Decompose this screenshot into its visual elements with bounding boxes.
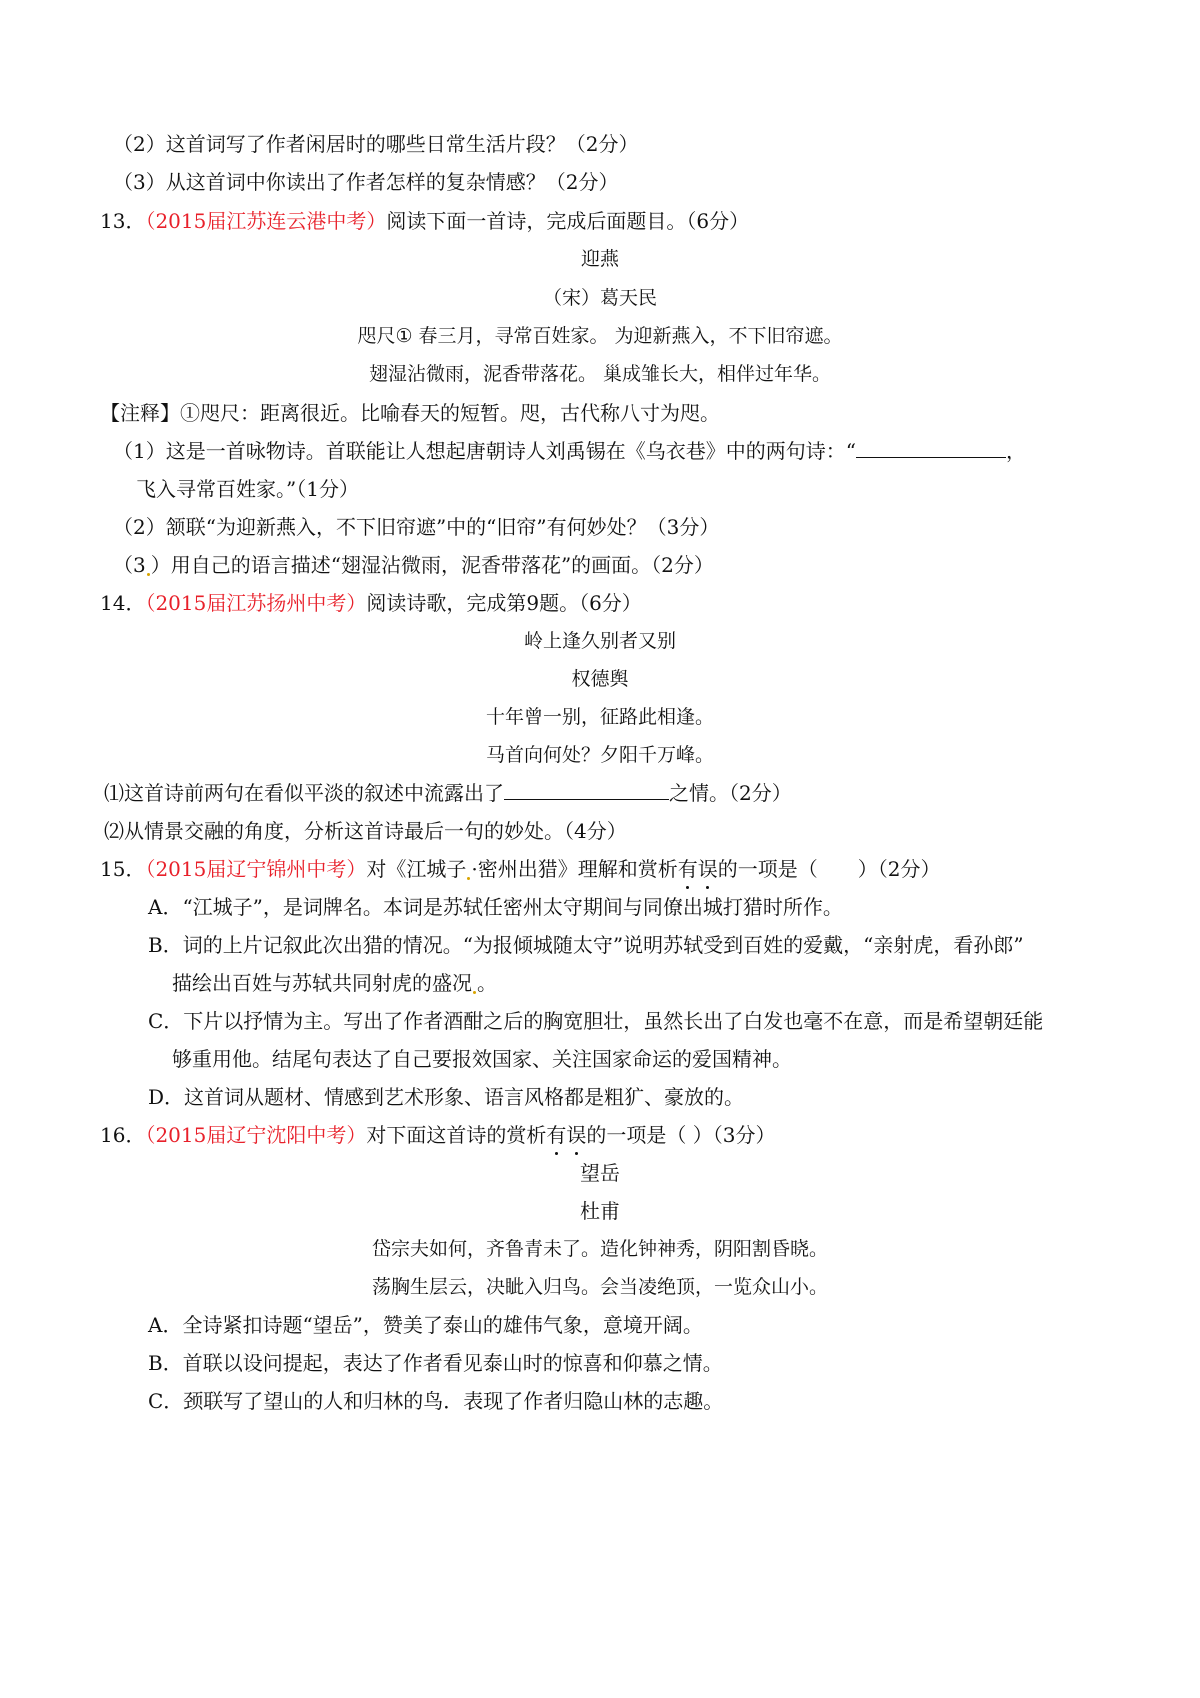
q15-option-b-text: 描绘出百姓与苏轼共同射虎的盛况 — [172, 971, 472, 995]
emphasis-char-wu: 误 — [697, 857, 718, 881]
q13-answer-blank[interactable] — [856, 437, 1006, 458]
q15-option-c: C．下片以抒情为主。写出了作者酒酣之后的胸宽胆壮，虽然长出了白发也毫不在意，而是希望朝廷能 — [148, 1009, 1044, 1033]
q13-subquestion-1-text: （1）这是一首咏物诗。首联能让人想起唐朝诗人刘禹锡在《乌衣巷》中的两句诗：“ — [113, 439, 856, 463]
q16-poem-title: 望岳 — [580, 1161, 620, 1185]
q16-option-a: A．全诗紧扣诗题“望岳”，赞美了泰山的雄伟气象，意境开阔。 — [148, 1313, 703, 1337]
q16-poem-author: 杜甫 — [580, 1199, 620, 1223]
q16-number: 16． — [100, 1123, 146, 1147]
q13-subquestion-3 — [113, 551, 714, 579]
q14-subquestion-2: ⑵从情景交融的角度，分析这首诗最后一句的妙处。（4分） — [104, 819, 627, 843]
q16-prompt-part-2: 的一项是（ ）（3分） — [586, 1123, 776, 1147]
q15-option-a: A．“江城子”，是词牌名。本词是苏轼任密州太守期间与同僚出城打猎时所作。 — [148, 895, 843, 919]
q15-prompt-part-3: 的一项是（ ）（2分） — [717, 857, 941, 881]
q13-subquestion-1 — [113, 437, 1026, 465]
q14-prompt: 阅读诗歌，完成第9题。（6分） — [366, 591, 642, 615]
q15-prompt-part-1: 对《江城子 — [366, 857, 467, 881]
q14-subquestion-1-text: ⑴这首诗前两句在看似平淡的叙述中流露出了 — [104, 781, 504, 805]
q14-poem-title: 岭上逢久别者又别 — [523, 630, 676, 652]
q14-poem-author: 权德舆 — [571, 668, 629, 690]
emphasis-char-you: 有 — [546, 1123, 567, 1147]
q15-number: 15． — [100, 857, 146, 881]
emphasis-char-wu: 误 — [566, 1123, 587, 1147]
q13-subquestion-3-text: ）用自己的语言描述“翅湿沾微雨，泥香带落花”的画面。（2分） — [150, 553, 714, 577]
q13-annotation: 【注释】①咫尺：距离很近。比喻春天的短暂。咫，古代称八寸为咫。 — [100, 401, 720, 425]
q15-option-b: B．词的上片记叙此次出猎的情况。“为报倾城随太守”说明苏轼受到百姓的爱戴，“亲射虎，看孙郎” — [148, 933, 1024, 957]
q13-poem-title: 迎燕 — [580, 248, 619, 270]
q15-option-c-continued: 够重用他。结尾句表达了自己要报效国家、关注国家命运的爱国精神。 — [172, 1047, 792, 1071]
q14-poem-line-1: 十年曾一别，征路此相逢。 — [485, 706, 714, 728]
q15-option-b-continued — [172, 969, 497, 997]
q12-subquestion-2: （2）这首词写了作者闲居时的哪些日常生活片段？（2分） — [113, 132, 639, 156]
emphasis-char-you: 有 — [677, 857, 698, 881]
q13-poem-line-2: 翅湿沾微雨，泥香带落花。 巢成雏长大，相伴过年华。 — [368, 363, 832, 385]
q16-heading — [100, 1121, 775, 1149]
q13-subquestion-2: （2）颔联“为迎新燕入，不下旧帘遮”中的“旧帘”有何妙处？（3分） — [113, 515, 720, 539]
q13-poem-author: （宋）葛天民 — [542, 287, 657, 309]
q16-poem-line-2: 荡胸生层云，决眦入归鸟。会当凌绝顶，一览众山小。 — [371, 1276, 828, 1298]
q13-number: 13． — [100, 209, 146, 233]
q16-source: （2015届辽宁沈阳中考） — [145, 1123, 367, 1147]
editor-mark — [147, 573, 150, 576]
q15-option-b-end: 。 — [477, 971, 497, 995]
q14-poem-line-2: 马首向何处？夕阳千万峰。 — [485, 744, 714, 766]
q15-source: （2015届辽宁锦州中考） — [145, 857, 367, 881]
q14-subquestion-1 — [104, 779, 792, 807]
q16-option-c: C．颈联写了望山的人和归林的鸟．表现了作者归隐山林的志趣。 — [148, 1389, 724, 1413]
editor-mark — [473, 991, 476, 994]
q14-source: （2015届江苏扬州中考） — [145, 591, 367, 615]
q16-poem-line-1: 岱宗夫如何，齐鲁青未了。造化钟神秀，阴阳割昏晓。 — [371, 1238, 828, 1260]
q14-subquestion-1-suffix: 之情。（2分） — [669, 781, 792, 805]
q16-option-b: B．首联以设问提起，表达了作者看见泰山时的惊喜和仰慕之情。 — [148, 1351, 723, 1375]
q15-heading — [100, 855, 940, 883]
q12-subquestion-3: （3）从这首词中你读出了作者怎样的复杂情感？（2分） — [113, 170, 619, 194]
q14-answer-blank[interactable] — [504, 779, 669, 800]
q13-poem-line-1: 咫尺① 春三月，寻常百姓家。 为迎新燕入，不下旧帘遮。 — [357, 325, 843, 347]
q14-heading — [100, 589, 642, 617]
q13-prompt: 阅读下面一首诗，完成后面题目。（6分） — [386, 209, 750, 233]
q13-subquestion-3-prefix: （3 — [113, 553, 146, 577]
q13-source: （2015届江苏连云港中考） — [145, 209, 387, 233]
q16-prompt-part-1: 对下面这首诗的赏析 — [366, 1123, 547, 1147]
q13-subquestion-1-comma: ， — [1005, 439, 1026, 463]
q15-option-d: D．这首词从题材、情感到艺术形象、语言风格都是粗犷、豪放的。 — [148, 1085, 745, 1109]
q15-prompt-part-2: ·密州出猎》理解和赏析 — [471, 857, 678, 881]
q13-heading — [100, 207, 749, 235]
q13-subquestion-1-continued: 飞入寻常百姓家。”（1分） — [136, 477, 359, 501]
q14-number: 14． — [100, 591, 146, 615]
editor-mark — [467, 877, 470, 880]
